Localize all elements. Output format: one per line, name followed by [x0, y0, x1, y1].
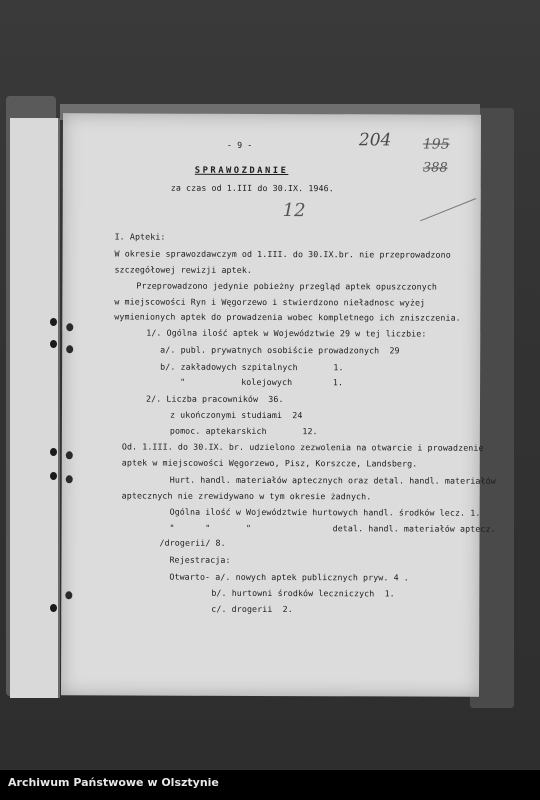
archive-footer-bar	[0, 770, 540, 800]
text-line: I. Apteki:	[114, 231, 166, 242]
punch-hole	[50, 604, 57, 612]
text-line: 2/. Liczba pracowników 36.	[146, 393, 284, 405]
text-line: " kolejowych 1.	[180, 376, 344, 388]
text-line: z ukończonymi studiami 24	[169, 409, 303, 421]
text-line: Hurt. handl. materiałów aptecznych oraz detal. handl. materiałów	[169, 474, 496, 486]
previous-page-edge	[10, 118, 60, 698]
pencil-stroke	[405, 161, 476, 221]
text-line: aptek w miejscowości Węgorzewo, Pisz, Korszcze, Landsberg.	[121, 457, 418, 469]
punch-hole	[50, 340, 57, 348]
punch-hole	[66, 323, 73, 331]
text-line: pomoc. aptekarskich 12.	[169, 425, 318, 437]
pencil-note: 388	[422, 160, 448, 176]
punch-hole	[50, 318, 57, 326]
text-line: Przeprowadzono jedynie pobieżny przegląd aptek opuszczonych	[136, 280, 438, 292]
punch-hole	[65, 591, 72, 599]
text-line: Ogólna ilość w Województwie hurtowych handl. środków lecz. 1.	[169, 506, 481, 518]
punch-hole	[66, 475, 73, 483]
text-line: aptecznych nie zrewidywano w tym okresie żadnych.	[121, 490, 372, 502]
text-line: w miejscowości Ryn i Węgorzewo i stwierdzono nieładnosc wyżej	[114, 296, 426, 308]
pencil-mark: 12	[282, 200, 306, 222]
punch-hole	[66, 451, 73, 459]
text-line: 1/. Ogólna ilość aptek w Województwie 29 w tej liczbie:	[146, 327, 427, 339]
text-line: W okresie sprawozdawczym od 1.III. do 30.IX.br. nie przeprowadzono	[114, 248, 451, 260]
page-number: - 9 -	[226, 139, 253, 150]
text-line: a/. publ. prywatnych osobiście prowadzonych 29	[160, 344, 400, 356]
punch-hole	[50, 448, 57, 456]
text-line: Od. 1.III. do 30.IX. br. udzielono zezwolenia na otwarcie i prowadzenie	[121, 441, 484, 453]
text-line: " " " detal. handl. materiałów aptecz.	[169, 522, 496, 534]
text-line: /drogerii/ 8.	[159, 537, 226, 548]
text-line: c/. drogerii 2.	[211, 603, 293, 615]
folio-number: 204	[358, 130, 392, 151]
folio-number-crossed: 195	[422, 136, 450, 153]
document-title: SPRAWOZDANIE	[194, 165, 289, 177]
punch-hole	[50, 472, 57, 480]
archive-name: Archiwum Państwowe w Olsztynie	[8, 776, 219, 789]
text-line: wymienionych aptek do prowadzenia wobec kompletnego ich zniszczenia.	[114, 311, 461, 323]
text-line: Otwarto- a/. nowych aptek publicznych pryw. 4 .	[169, 571, 409, 583]
text-line: Rejestracja:	[169, 554, 231, 565]
report-period: za czas od 1.III do 30.IX. 1946.	[170, 182, 334, 194]
punch-hole	[66, 345, 73, 353]
text-line: szczegółowej rewizji aptek.	[114, 264, 253, 275]
text-line: b/. zakładowych szpitalnych 1.	[160, 361, 344, 373]
text-line: b/. hurtowni środków leczniczych 1.	[211, 587, 395, 599]
document-page	[61, 113, 496, 696]
